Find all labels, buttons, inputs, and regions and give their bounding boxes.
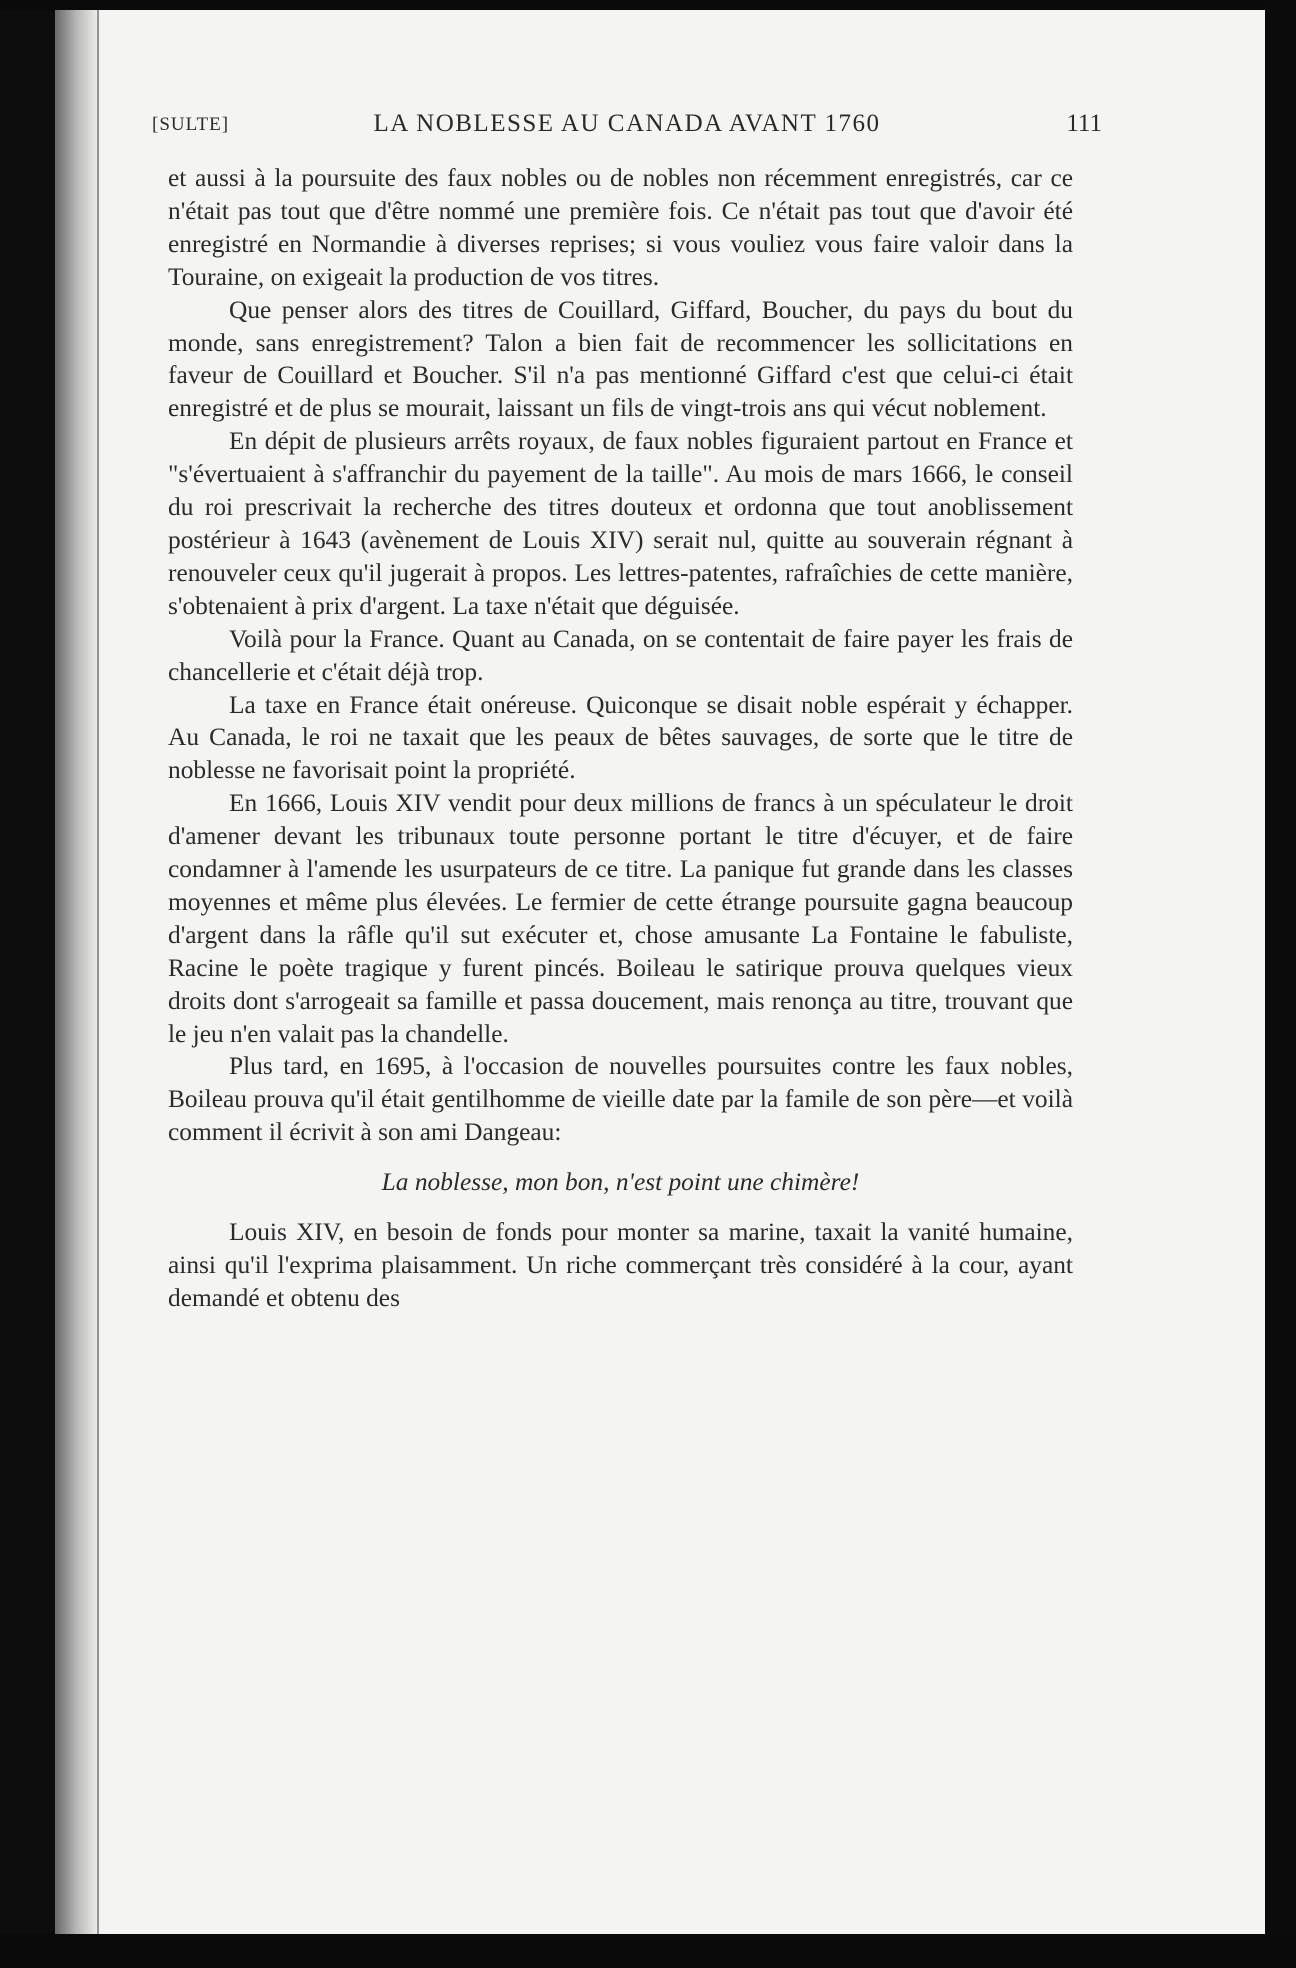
scan-border-top: [0, 0, 1296, 10]
paragraph: Que penser alors des titres de Couillard, Giffard, Boucher, du pays du bout du monde, sans enregistrement? Talon a bien fait de recommencer les sollicitations en faveur de Couillard et Boucher. S'il n'a pas mentionné Giffard c'est que celui-ci était enregistré et de plus se mourait, laissant un fils de vingt-trois ans qui vécut noblement.: [168, 295, 1073, 423]
running-head-title: LA NOBLESSE AU CANADA AVANT 1760: [373, 110, 881, 137]
paragraph: La taxe en France était onéreuse. Quiconque se disait noble espérait y échapper. Au Canada, le roi ne taxait que les peaux de bêtes sauvages, de sorte que le titre de noblesse ne favorisait point la propriété.: [168, 690, 1073, 785]
page-body: [168, 162, 1073, 1315]
scan-border-right: [1265, 0, 1296, 1968]
page-binding-shadow: [55, 10, 101, 1934]
paragraph: Louis XIV, en besoin de fonds pour monter sa marine, taxait la vanité humaine, ainsi qu'il l'exprima plaisamment. Un riche commerçant très considéré à la cour, ayant demandé et obtenu des: [168, 1218, 1073, 1312]
paragraph: Voilà pour la France. Quant au Canada, on se contentait de faire payer les frais de chancellerie et c'était déjà trop.: [168, 624, 1073, 686]
scan-border-bottom: [0, 1934, 1296, 1968]
paragraph: Plus tard, en 1695, à l'occasion de nouvelles poursuites contre les faux nobles, Boileau prouva qu'il était gentilhomme de vieille date par la famile de son père—et voilà comment il écrivit à son ami Dangeau:: [168, 1052, 1073, 1147]
running-head-author: [SULTE]: [152, 114, 230, 135]
page-number: 111: [1066, 110, 1102, 137]
running-header: [152, 106, 1102, 146]
paragraph: En dépit de plusieurs arrêts royaux, de faux nobles figuraient partout en France et "s'évertuaient à s'affranchir du payement de la taille". Au mois de mars 1666, le conseil du roi prescrivait la recherche des titres douteux et ordonna que tout anoblissement postérieur à 1643 (avènement de Louis XIV) serait nul, quitte au souverain régnant à renouveler ceux qu'il jugerait à propos. Les lettres-patentes, rafraîchies de cette manière, s'obtenaient à prix d'argent. La taxe n'était que déguisée.: [168, 427, 1073, 620]
paragraph: En 1666, Louis XIV vendit pour deux millions de francs à un spéculateur le droit d'amener devant les tribunaux toute personne portant le titre d'écuyer, et de faire condamner à l'amende les usurpateurs de ce titre. La panique fut grande dans les classes moyennes et même plus élevées. Le fermier de cette étrange poursuite gagna beaucoup d'argent dans la râfle qu'il sut exécuter et, chose amusante La Fontaine le fabuliste, Racine le poète tragique y furent pincés. Boileau le satirique prouva quelques vieux droits dont s'arrogeait sa famille et passa doucement, mais renonça au titre, trouvant que le jeu n'en valait pas la chandelle.: [168, 789, 1073, 1048]
page-binding-edge: [97, 10, 99, 1934]
book-page: [55, 10, 1265, 1934]
quotation: La noblesse, mon bon, n'est point une chimère!: [381, 1168, 860, 1197]
paragraph: et aussi à la poursuite des faux nobles ou de nobles non récemment enregistrés, car ce n'était pas tout que d'être nommé une première fois. Ce n'était pas tout que d'avoir été enregistré en Normandie à diverses reprises; si vous vouliez vous faire valoir dans la Touraine, on exigeait la production de vos titres.: [168, 164, 1073, 291]
